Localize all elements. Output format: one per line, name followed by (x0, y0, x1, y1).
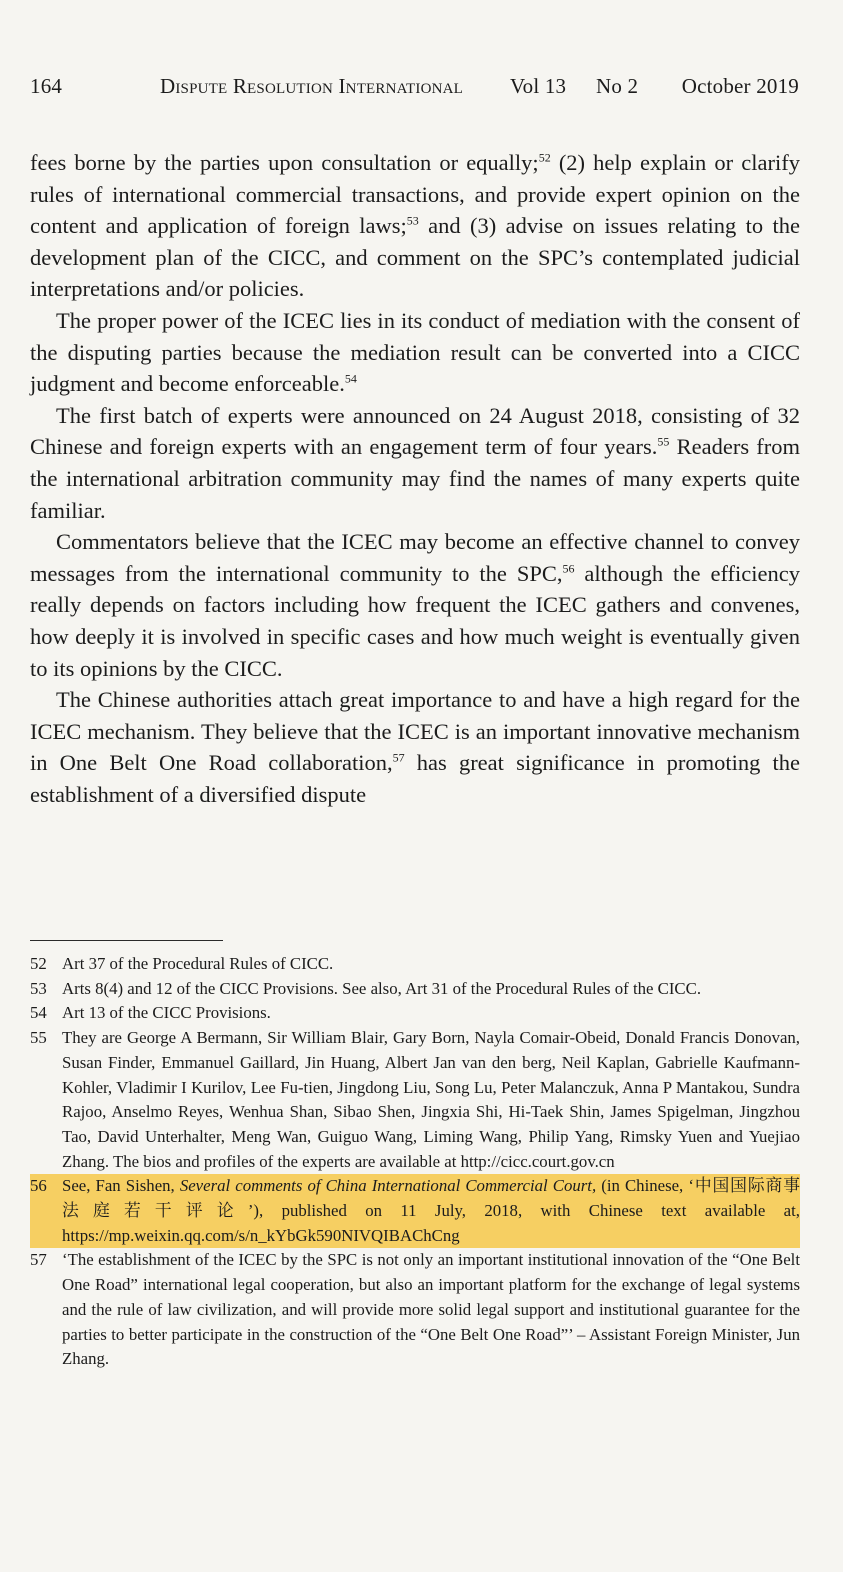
footnote-text: Art 37 of the Procedural Rules of CICC. (62, 954, 334, 973)
footnote-text: Art 13 of the CICC Provisions. (62, 1003, 271, 1023)
footnote-number: 56 (30, 1176, 47, 1196)
page-number: 164 (30, 74, 63, 98)
footnote-number: 54 (30, 1003, 47, 1023)
footnote-ref-53[interactable]: 53 (406, 213, 419, 228)
volume: Vol 13 (510, 74, 567, 98)
paragraph-4: Commentators believe that the ICEC may become an effective channel to convey messages from the international community to the SPC,$^{56}$ although the efficiency really depends on factors including how frequent the ICEC gathers and convenes, how deeply it is involved in specific cases and how much weight is eventually given to its opinions by the CICC. (30, 529, 800, 681)
footnote-ref-52[interactable]: 52 (538, 150, 551, 165)
journal-title: Dispute Resolution International (160, 74, 464, 98)
footnote-number: 53 (30, 978, 47, 998)
footnote-54 (30, 1001, 800, 1026)
footnote-number: 52 (30, 954, 47, 973)
paragraph-2: The proper power of the ICEC lies in its conduct of mediation with the consent of the disputing parties because the mediation result can be converted into a CICC judgment and become enforceable.$^{54}$ (30, 307, 800, 397)
footnote-text: ‘The establishment of the ICEC by the SPC is not only an important institutional innovation of the “One Belt One Road” international legal cooperation, but also an important platform for the exchange of legal systems and the rule of law civilization, and will provide more solid legal support and institutional guarantee for the parties to better participate in the construction of the “One Belt One Road”’ – Assistant Foreign Minister, Jun Zhang. (62, 1250, 800, 1369)
footnotes (30, 952, 800, 1372)
footnote-text-post: (in Chinese, ‘中国国际商事法庭若干评论’), published on 11 July, 2018, with Chinese text available at, https://mp.weixin.qq.com/s/n_kYbGk590NIVQIBAChCng (62, 1176, 800, 1245)
paragraph-3: The first batch of experts were announced on 24 August 2018, consisting of 32 Chinese and foreign experts with an engagement term of four years.$^{55}$ Readers from the international arbitration community may find the names of many experts quite familiar. (30, 402, 801, 523)
running-header (30, 70, 799, 106)
paragraph-5: The Chinese authorities attach great importance to and have a high regard for the ICEC mechanism. They believe that the ICEC is an important innovative mechanism in One Belt One Road collaboration,$^{57}$ has great significance in promoting the establishment of a diversified dispute (30, 687, 800, 807)
issue-number: No 2 (596, 74, 639, 98)
footnote-text: Arts 8(4) and 12 of the CICC Provisions. See also, Art 31 of the Procedural Rules of the CICC. (62, 978, 702, 998)
footnote-ref-54[interactable]: 54 (344, 371, 357, 386)
footnote-ref-56[interactable]: 56 (562, 561, 575, 576)
footnote-separator (30, 940, 223, 941)
footnote-number: 55 (30, 1028, 47, 1048)
footnote-text-pre: See, Fan Sishen, (62, 1176, 180, 1196)
footnote-56-highlighted (30, 1174, 800, 1248)
footnote-ref-57[interactable]: 57 (392, 750, 405, 765)
main-text (30, 147, 800, 810)
footnote-text: They are George A Bermann, Sir William Blair, Gary Born, Nayla Comair-Obeid, Donald Francis Donovan, Susan Finder, Emmanuel Gaillard, Jin Huang, Albert Jan van den berg, Neil Kaplan, Gabrielle Kaufmann-Kohler, Vladimir I Kurilov, Lee Fu-tien, Jingdong Liu, Song Lu, Peter Malanczuk, Anna P Mantakou, Sundra Rajoo, Anselmo Reyes, Wenhua Shan, Sibao Shen, Jingxia Shi, Hi-Taek Shin, James Spigelman, Jingzhou Tao, David Unterhalter, Meng Wan, Guiguo Wang, Liming Wang, Philip Yang, Rimsky Yuen and Yuejiao Zhang. The bios and profiles of the experts are available at http://cicc.court.gov.cn (62, 1028, 800, 1171)
footnote-57 (30, 1248, 800, 1372)
footnote-52 (30, 952, 800, 977)
issue-date: October 2019 (681, 74, 799, 98)
cited-title: Several comments of China International Commercial Court, (179, 1176, 597, 1196)
footnote-55 (30, 1026, 800, 1174)
footnote-ref-55[interactable]: 55 (657, 434, 670, 449)
footnote-53 (30, 977, 800, 1002)
paragraph-1: fees borne by the parties upon consultation or equally;$^{52}$ (2) help explain or clarify rules of international commercial transactions, and provide expert opinion on the content and application of foreign laws;$^{53}$ and (3) advise on issues relating to the development plan of the CICC, and comment on the SPC’s contemplated judicial interpretations and/or policies. (30, 150, 801, 302)
footnote-number: 57 (30, 1250, 47, 1270)
